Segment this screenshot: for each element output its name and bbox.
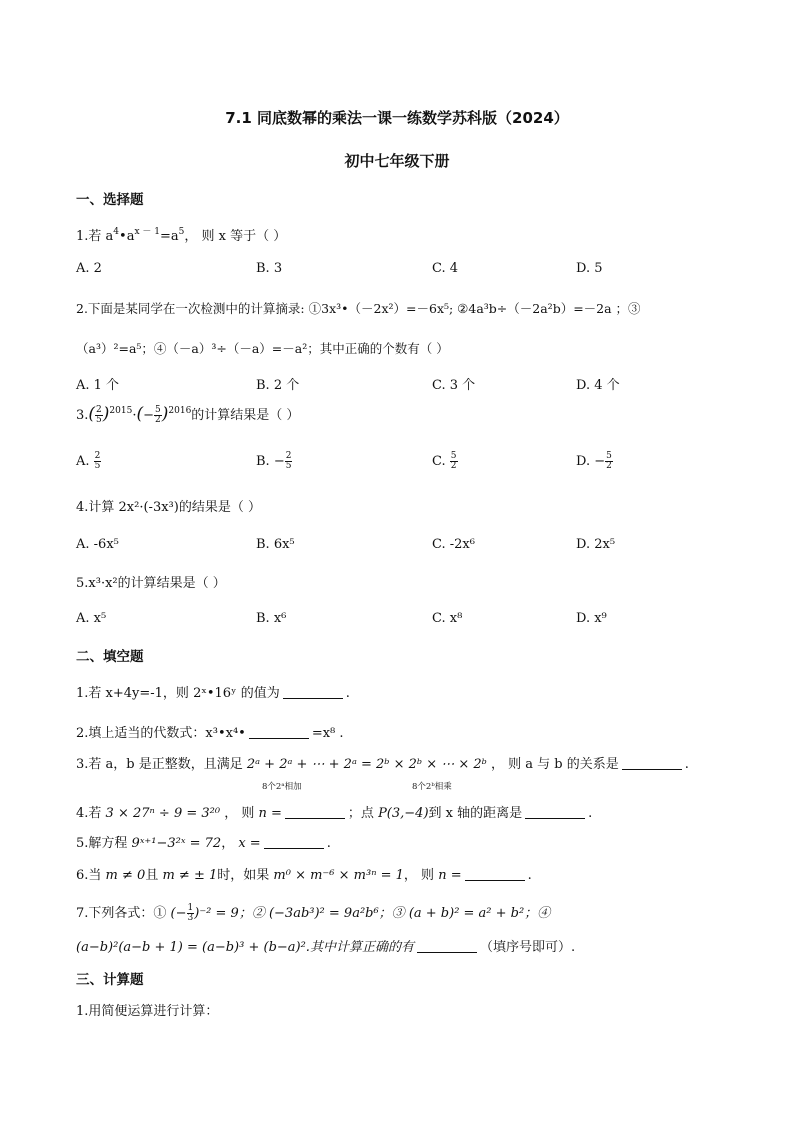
q3-option-c[interactable]: C. $\frac{5}{2}$ (432, 451, 457, 471)
fill-4-text: 到 x 轴的距离是 (428, 806, 523, 821)
fill-5-blank[interactable] (264, 836, 324, 849)
fill-4-math: 3 × 27ⁿ ÷ 9 = 3²⁰ (105, 806, 221, 821)
q4-option-b[interactable]: B. 6x⁵ (256, 537, 295, 552)
fill-6-math: n = (438, 868, 462, 883)
fill-3-text: 3.若 a，b 是正整数，且满足 (76, 757, 243, 772)
q3-option-d[interactable]: D. − $\frac{5}{2}$ (576, 451, 612, 471)
q1-sup: 5 (178, 227, 185, 237)
fill-3-text: ， 则 a 与 b 的关系是 (491, 757, 619, 772)
q2-option-c[interactable]: C. 3 个 (432, 378, 476, 393)
fill-6-text: 6.当 (76, 868, 102, 883)
fill-6: 6.当 m ≠ 0且 m ≠ ± 1时，如果 m⁰ × m⁻⁶ × m³ⁿ = 1， 则 n = . (76, 868, 532, 883)
fill-7-math: (a−b)²(a−b + 1) = (a−b)³ + (b−a)².其中计算正确的有 (76, 940, 414, 955)
q3-text: 的计算结果是（ ） (191, 408, 300, 423)
fill-7-frac: $\frac{1}{3}$ (187, 903, 194, 923)
q1-option-b[interactable]: B. 3 (256, 261, 283, 276)
question-3: 3.( $\frac{2}{5}$ )$^{2015}$·(− $\frac{5}{2}$ )$^{2016}$的计算结果是（ ） (76, 404, 300, 425)
q5-option-b[interactable]: B. x⁶ (256, 611, 287, 626)
fill-6-blank[interactable] (465, 868, 525, 881)
fill-1-blank[interactable] (283, 686, 343, 699)
fill-5-math: 9ˣ⁺¹−3²ˣ = 72 (131, 836, 222, 851)
q3-option-b[interactable]: B. − $\frac{2}{5}$ (256, 451, 292, 471)
calc-1: 1.用简便运算进行计算： (76, 1004, 219, 1019)
q4-option-d[interactable]: D. 2x⁵ (576, 537, 616, 552)
fill-4-math: n = (258, 806, 282, 821)
q4-option-c[interactable]: C. -2x⁶ (432, 537, 475, 552)
q1-sup: x － 1 (134, 227, 160, 237)
q1-text: ， 则 x 等于（ ） (184, 229, 287, 244)
q3-exp1: 2015 (109, 406, 133, 416)
fill-5-text: 5.解方程 (76, 836, 128, 851)
fill-4-text: ， 则 (224, 806, 255, 821)
q1-option-d[interactable]: D. 5 (576, 261, 603, 276)
page-subtitle: 初中七年级下册 (344, 152, 450, 170)
fill-6-math: m⁰ × m⁻⁶ × m³ⁿ = 1 (273, 868, 404, 883)
fill-3: 3.若 a，b 是正整数，且满足 2ᵃ + 2ᵃ + ⋯ + 2ᵃ = 2ᵇ × 2ᵇ × ⋯ × 2ᵇ ， 则 a 与 b 的关系是 . (76, 757, 689, 772)
fill-3-note-2: 8个2ᵇ相乘 (412, 782, 452, 792)
fill-7-math: )⁻² = 9 (194, 906, 239, 921)
fill-7-math: ；② (−3ab³)² = 9a²b⁶；③ (a + b)² = a² + b²；④ (238, 906, 551, 921)
q1-sup: 4 (113, 227, 120, 237)
fill-7-line1 (76, 902, 550, 923)
fill-4-text: 4.若 (76, 806, 102, 821)
fill-2 (76, 722, 344, 741)
fill-2-blank[interactable] (249, 726, 309, 739)
q3-exp2: 2016 (168, 406, 192, 416)
fill-6-math: m ≠ ± 1 (162, 868, 218, 883)
question-4: 4.计算 2x²·(-3x³)的结果是（ ） (76, 500, 261, 515)
fill-1 (76, 682, 350, 701)
page-title: 7.1 同底数幂的乘法一课一练数学苏科版（2024） (225, 109, 569, 127)
q5-option-c[interactable]: C. x⁸ (432, 611, 463, 626)
fill-5: 5.解方程 9ˣ⁺¹−3²ˣ = 72， x = . (76, 836, 331, 851)
question-5: 5.x³·x²的计算结果是（ ） (76, 576, 226, 591)
q3-frac1: $\frac{2}{5}$ (96, 405, 102, 425)
section-choice: 一、选择题 (76, 192, 144, 208)
fill-7-line2 (76, 936, 575, 955)
q1-text: =a (159, 229, 179, 244)
fill-7-math: (− (170, 906, 187, 921)
q5-option-a[interactable]: A. x⁵ (76, 611, 107, 626)
fill-4: 4.若 3 × 27ⁿ ÷ 9 = 3²⁰ ， 则 n = ；点 P(3,−4)到 x 轴的距离是 . (76, 806, 593, 821)
fill-3-blank[interactable] (622, 757, 682, 770)
fill-6-text: ， 则 (403, 868, 435, 883)
q4-option-a[interactable]: A. -6x⁵ (76, 537, 119, 552)
fill-1-text: 1.若 x+4y=-1，则 2ˣ•16ʸ 的值为 (76, 686, 280, 701)
fill-6-text: 且 (145, 868, 159, 883)
fill-6-math: m ≠ 0 (105, 868, 146, 883)
fill-5-math: x = (238, 836, 261, 851)
question-1 (76, 225, 286, 244)
q5-option-d[interactable]: D. x⁹ (576, 611, 607, 626)
fill-2-text: 2.填上适当的代数式：x³•x⁴• (76, 726, 246, 741)
q1-option-a[interactable]: A. 2 (76, 261, 102, 276)
fill-7-text: 7.下列各式：① (76, 906, 167, 921)
q3-text: 3. (76, 408, 89, 423)
question-2-line2: （a³）²=a⁵；④（－a）³÷（－a）=－a²；其中正确的个数有（ ） (76, 341, 449, 356)
fill-4-blank-1[interactable] (285, 806, 345, 819)
fill-3-note-1: 8个2ᵃ相加 (262, 782, 302, 792)
fill-4-math: P(3,−4) (378, 806, 429, 821)
fill-7-blank[interactable] (417, 940, 477, 953)
fill-2-text: =x⁸ . (311, 726, 344, 741)
q1-text: 1.若 a (76, 229, 114, 244)
q1-text: •a (119, 229, 135, 244)
fill-6-text: 时，如果 (217, 868, 270, 883)
fill-4-text: ；点 (347, 806, 374, 821)
fill-1-text: . (345, 686, 350, 701)
q2-option-d[interactable]: D. 4 个 (576, 378, 620, 393)
q1-option-c[interactable]: C. 4 (432, 261, 459, 276)
q3-option-a[interactable]: A. $\frac{2}{5}$ (76, 451, 101, 471)
fill-4-blank-2[interactable] (525, 806, 585, 819)
fill-3-math: 2ᵃ + 2ᵃ + ⋯ + 2ᵃ = 2ᵇ × 2ᵇ × ⋯ × 2ᵇ (246, 757, 487, 772)
section-calc: 三、计算题 (76, 972, 144, 988)
section-fill: 二、填空题 (76, 649, 144, 665)
q2-option-a[interactable]: A. 1 个 (76, 378, 120, 393)
q3-frac2: $\frac{5}{2}$ (155, 405, 161, 425)
q2-option-b[interactable]: B. 2 个 (256, 378, 300, 393)
fill-7-text: （填序号即可）. (479, 940, 576, 955)
question-2-line1: 2.下面是某同学在一次检测中的计算摘录: ①3x³•（－2x²）=－6x⁵; ②4a³b÷（－2a²b）=－2a ；③ (76, 301, 641, 316)
